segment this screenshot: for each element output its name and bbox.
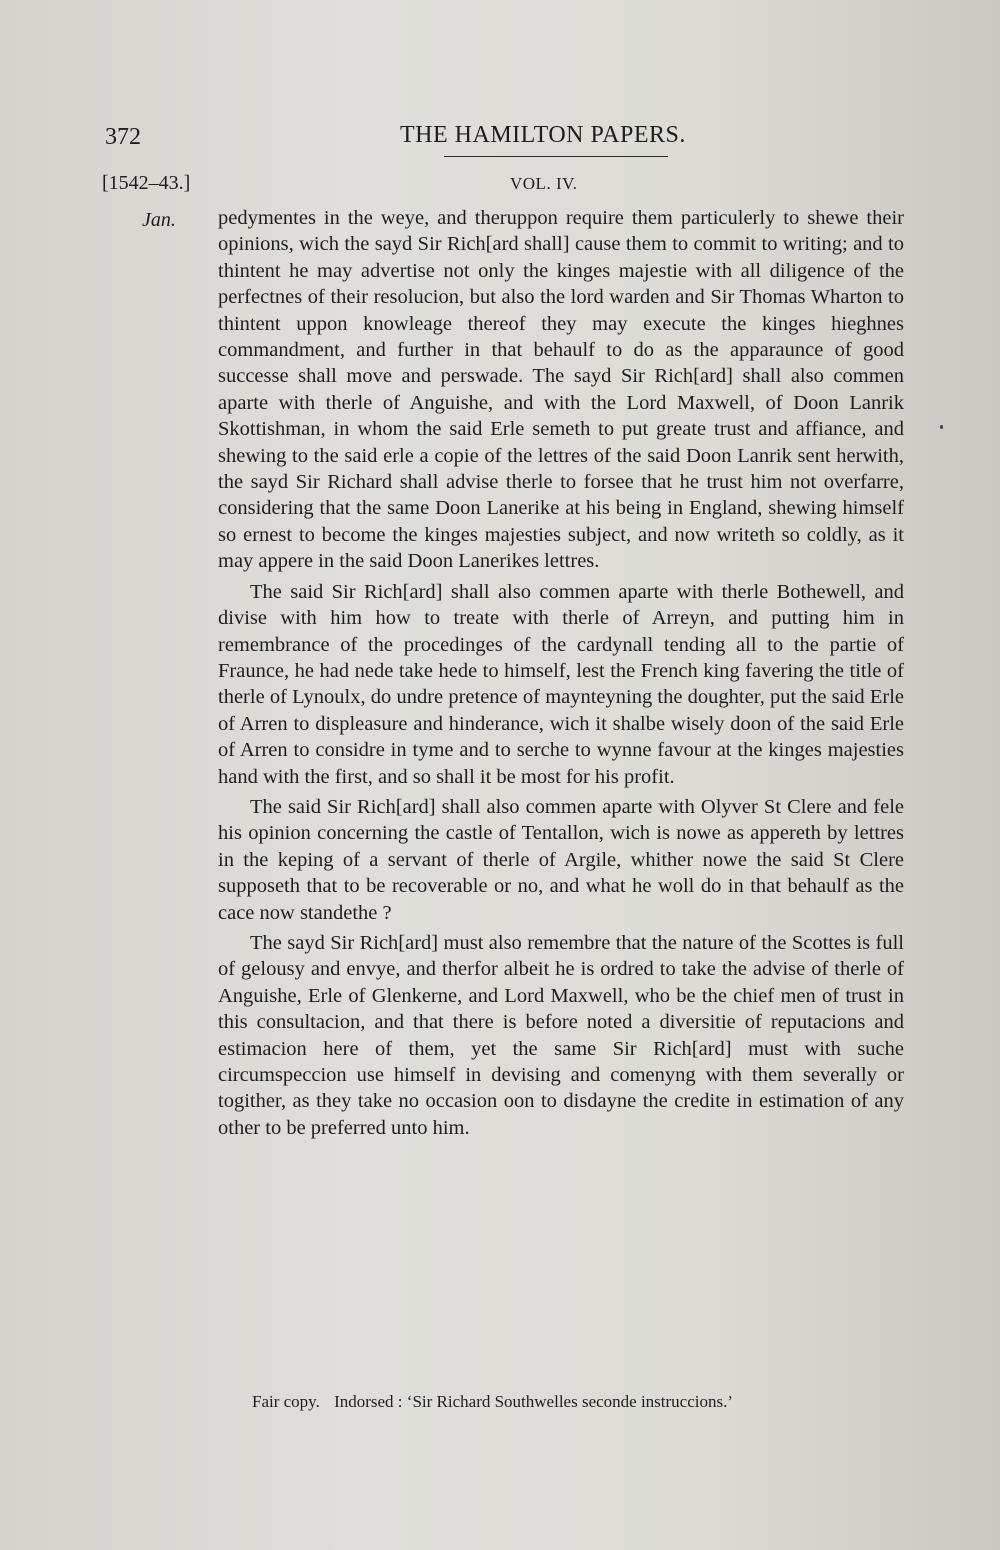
paragraph: pedymentes in the weye, and theruppon require them particulerly to shewe their opinions, wich the sayd Sir Rich[ard shall] cause them to commit to writing; and to thintent he may advertise not only the kinges majestie with all diligence of the perfectnes of their resolucion, but also the lord warden and Sir Thomas Wharton to thintent uppon knowleage thereof they may execute the kinges hieghnes commandment, and further in that behaulf to do as the apparaunce of good successe shall move and perswade. The sayd Sir Rich[ard] shall also commen aparte with therle of Anguishe, and with the Lord Maxwell, of Doon Lanrik Skottishman, in whom the said Erle semeth to put greate trust and affiance, and shewing to the said erle a copie of the lettres of the said Doon Lanrik sent herwith, the sayd Sir Richard shall advise therle to forsee that he trust him not overfarre, considering that the same Doon Lanerike at his being in England, shewing himself so ernest to become the kinges majesties subject, and now writeth so coldly, as it may appere in the said Doon Lanerikes lettres. <box>218 207 904 573</box>
page-header <box>0 118 1000 158</box>
running-title: THE HAMILTON PAPERS. <box>400 122 686 148</box>
paragraph: The sayd Sir Rich[ard] must also remembre that the nature of the Scottes is full of gelousy and envye, and therfor albeit he is ordred to take the advise of therle of Anguishe, Erle of Glenkerne, and Lord Maxwell, who be the chief men of trust in this consultacion, and that there is before noted a diversitie of reputacions and estimacion here of them, yet the same Sir Rich[ard] must with suche circumspeccion use himself in devising and comenyng with them severally or togither, as they take no occasion oon to disdayne the credite in estimation of any other to be preferred unto him. <box>218 931 904 1139</box>
footnote-lead: Fair copy. <box>252 1392 320 1411</box>
year-range: [1542–43.] <box>102 172 191 194</box>
page-number: 372 <box>105 124 141 150</box>
paragraph: The said Sir Rich[ard] shall also commen aparte with Olyver St Clere and fele his opinion concerning the castle of Tentallon, wich is nowe as appereth by lettres in the keping of a servant of therle of Argile, whither nowe the said St Clere supposeth that to be recoverable or no, and what he woll do in that behaulf as the cace now standethe ? <box>218 795 904 924</box>
footnote-text: Indorsed : ‘Sir Richard Southwelles seconde instruccions.’ <box>334 1392 734 1411</box>
body-text <box>218 205 904 1141</box>
paper-speck <box>940 425 943 429</box>
paragraph: The said Sir Rich[ard] shall also commen aparte with therle Bothewell, and divise with him how to treate with therle of Arreyn, and putting him in remembrance of the procedinges of the cardynall tending all to the partie of Fraunce, he had nede take hede to himself, lest the French king favering the title of therle of Lynoulx, do undre pretence of maynteyning the doughter, put the said Erle of Arren to displeasure and hinderance, wich it shalbe wisely doon of the said Erle of Arren to considre in tyme and to serche to wynne favour at the kinges majesties hand with the first, and so shall it be most for his profit. <box>218 580 904 788</box>
sub-header <box>0 172 1000 202</box>
margin-date-note: Jan. <box>142 209 176 231</box>
header-rule <box>444 156 668 157</box>
volume-label: VOL. IV. <box>510 174 578 193</box>
footnote <box>252 1392 733 1412</box>
